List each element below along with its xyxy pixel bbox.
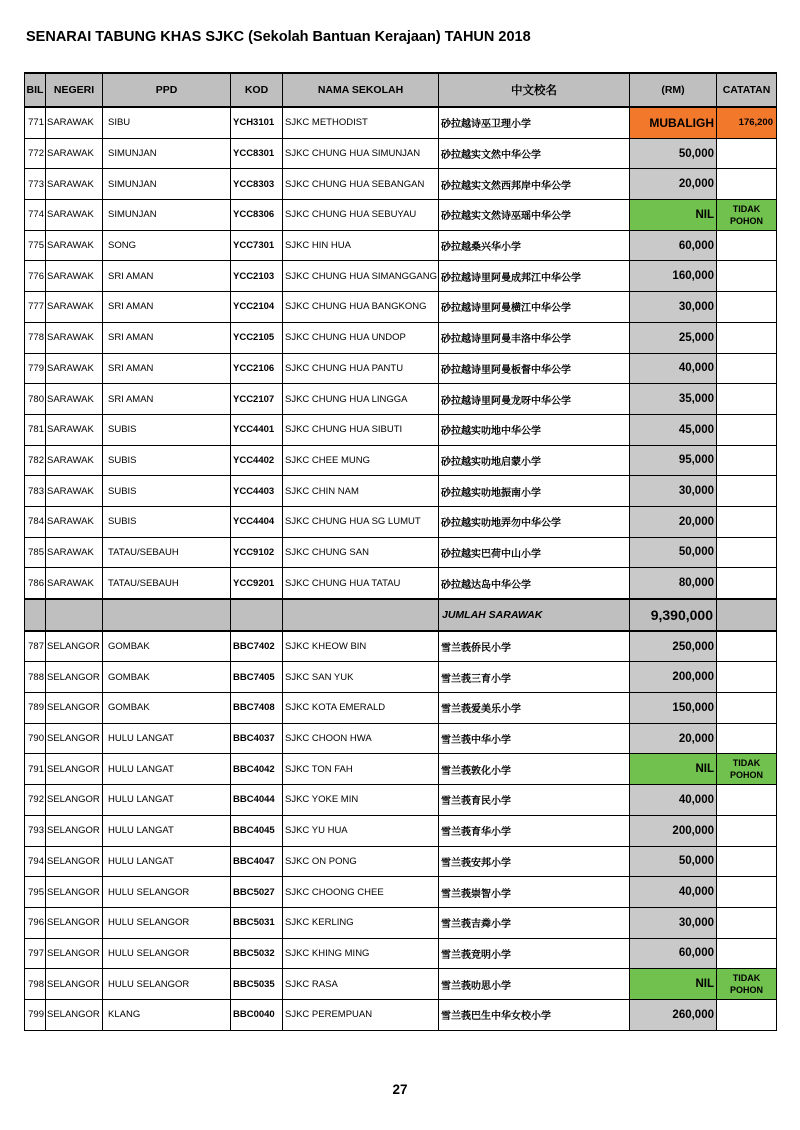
row-amount: 30,000 [630,292,717,323]
row-catatan: TIDAK POHON [717,754,777,785]
table-row [25,384,777,415]
row-catatan [717,568,777,599]
row-chinese-name: 雪兰莪育民小学 [439,785,630,816]
row-amount: 260,000 [630,999,717,1030]
row-school-name: SJKC CHUNG HUA SEBUYAU [283,200,439,231]
row-ppd: SIMUNJAN [103,169,231,200]
row-school-name: SJKC PEREMPUAN [283,999,439,1030]
row-school-name: SJKC KERLING [283,907,439,938]
row-chinese-name: 砂拉越实文然诗巫瑶中华公学 [439,200,630,231]
row-number: 789 [25,693,46,724]
row-chinese-name: 雪兰莪安邦小学 [439,846,630,877]
row-ppd: GOMBAK [103,631,231,662]
row-catatan [717,723,777,754]
row-catatan [717,414,777,445]
row-number: 778 [25,322,46,353]
table-row [25,261,777,292]
row-number: 775 [25,230,46,261]
row-ppd: SRI AMAN [103,322,231,353]
row-catatan [717,476,777,507]
row-negeri: SARAWAK [46,353,103,384]
row-amount: 95,000 [630,445,717,476]
row-kod: YCC8301 [231,138,283,169]
row-ppd: SIMUNJAN [103,200,231,231]
row-chinese-name: 雪兰莪三育小学 [439,662,630,693]
row-ppd: SUBIS [103,476,231,507]
row-amount: 80,000 [630,568,717,599]
row-negeri: SELANGOR [46,693,103,724]
table-row [25,969,777,1000]
table-row [25,445,777,476]
row-kod: YCC8306 [231,200,283,231]
row-negeri: SARAWAK [46,230,103,261]
row-kod: BBC4044 [231,785,283,816]
row-kod: YCC4401 [231,414,283,445]
total-cell-empty [103,599,231,631]
row-number: 780 [25,384,46,415]
row-amount: 150,000 [630,693,717,724]
row-amount: MUBALIGH [630,107,717,138]
table-row [25,693,777,724]
row-amount: 40,000 [630,877,717,908]
row-kod: YCC7301 [231,230,283,261]
row-ppd: HULU SELANGOR [103,877,231,908]
row-catatan [717,877,777,908]
row-school-name: SJKC CHUNG HUA UNDOP [283,322,439,353]
row-number: 785 [25,537,46,568]
row-amount: NIL [630,754,717,785]
row-school-name: SJKC CHUNG HUA BANGKONG [283,292,439,323]
row-chinese-name: 雪兰莪敦化小学 [439,754,630,785]
total-cell-empty [46,599,103,631]
row-kod: BBC5035 [231,969,283,1000]
table-row [25,907,777,938]
row-amount: 30,000 [630,476,717,507]
table-row [25,353,777,384]
row-ppd: SONG [103,230,231,261]
row-number: 774 [25,200,46,231]
row-kod: YCC2105 [231,322,283,353]
row-number: 788 [25,662,46,693]
row-catatan [717,846,777,877]
row-ppd: SRI AMAN [103,261,231,292]
row-kod: BBC4042 [231,754,283,785]
row-catatan: TIDAK POHON [717,200,777,231]
table-row [25,200,777,231]
row-ppd: SRI AMAN [103,384,231,415]
row-chinese-name: 砂拉越实叻地弄勿中华公学 [439,506,630,537]
page-number: 27 [392,1082,408,1097]
table-row [25,846,777,877]
row-school-name: SJKC CHUNG HUA LINGGA [283,384,439,415]
row-catatan [717,445,777,476]
row-school-name: SJKC CHUNG HUA SEBANGAN [283,169,439,200]
row-ppd: SUBIS [103,414,231,445]
row-number: 791 [25,754,46,785]
row-catatan [717,292,777,323]
row-chinese-name: 雪兰莪竞明小学 [439,938,630,969]
row-chinese-name: 雪兰莪侨民小学 [439,631,630,662]
row-school-name: SJKC YOKE MIN [283,785,439,816]
table-row [25,230,777,261]
table-row [25,785,777,816]
row-chinese-name: 雪兰莪爱美乐小学 [439,693,630,724]
row-ppd: KLANG [103,999,231,1030]
row-kod: YCC8303 [231,169,283,200]
row-number: 771 [25,107,46,138]
row-school-name: SJKC CHUNG HUA PANTU [283,353,439,384]
row-amount: 20,000 [630,169,717,200]
row-ppd: HULU LANGAT [103,754,231,785]
row-chinese-name: 砂拉越实文然中华公学 [439,138,630,169]
row-number: 787 [25,631,46,662]
total-label: JUMLAH SARAWAK [439,599,630,631]
row-number: 782 [25,445,46,476]
row-catatan: TIDAK POHON [717,969,777,1000]
row-school-name: SJKC YU HUA [283,815,439,846]
row-number: 779 [25,353,46,384]
row-chinese-name: 砂拉越实巴荷中山小学 [439,537,630,568]
row-negeri: SELANGOR [46,754,103,785]
row-number: 795 [25,877,46,908]
row-school-name: SJKC METHODIST [283,107,439,138]
table-row [25,107,777,138]
row-chinese-name: 砂拉越诗里阿曼丰洛中华公学 [439,322,630,353]
row-negeri: SARAWAK [46,506,103,537]
row-chinese-name: 砂拉越实叻地启蒙小学 [439,445,630,476]
row-number: 772 [25,138,46,169]
row-chinese-name: 雪兰莪崇智小学 [439,877,630,908]
row-ppd: SUBIS [103,445,231,476]
row-school-name: SJKC SAN YUK [283,662,439,693]
header-catatan: CATATAN [717,73,777,107]
row-catatan [717,384,777,415]
table-row [25,476,777,507]
total-cell-empty [25,599,46,631]
row-amount: 200,000 [630,662,717,693]
row-amount: 160,000 [630,261,717,292]
row-negeri: SELANGOR [46,723,103,754]
row-kod: YCC2103 [231,261,283,292]
header-ppd: PPD [103,73,231,107]
row-negeri: SELANGOR [46,999,103,1030]
table-row [25,815,777,846]
row-ppd: SRI AMAN [103,353,231,384]
row-school-name: SJKC HIN HUA [283,230,439,261]
table-row [25,723,777,754]
row-amount: NIL [630,200,717,231]
table-row [25,138,777,169]
row-ppd: HULU SELANGOR [103,969,231,1000]
row-catatan [717,138,777,169]
row-amount: 60,000 [630,938,717,969]
row-school-name: SJKC CHUNG HUA SIMUNJAN [283,138,439,169]
row-school-name: SJKC RASA [283,969,439,1000]
table-row [25,999,777,1030]
row-amount: 40,000 [630,353,717,384]
row-kod: YCH3101 [231,107,283,138]
table-row [25,414,777,445]
row-amount: 200,000 [630,815,717,846]
row-catatan [717,537,777,568]
row-amount: NIL [630,969,717,1000]
row-school-name: SJKC KHEOW BIN [283,631,439,662]
row-negeri: SELANGOR [46,969,103,1000]
header-chinese-name: 中文校名 [439,73,630,107]
row-chinese-name: 砂拉越诗里阿曼成邦江中华公学 [439,261,630,292]
row-number: 796 [25,907,46,938]
row-amount: 20,000 [630,723,717,754]
row-kod: BBC4037 [231,723,283,754]
row-school-name: SJKC KOTA EMERALD [283,693,439,724]
row-negeri: SARAWAK [46,322,103,353]
table-row [25,754,777,785]
row-catatan [717,261,777,292]
row-negeri: SARAWAK [46,261,103,292]
row-number: 792 [25,785,46,816]
header-rm: (RM) [630,73,717,107]
row-number: 784 [25,506,46,537]
row-amount: 50,000 [630,537,717,568]
table-row [25,662,777,693]
row-catatan [717,230,777,261]
row-ppd: HULU LANGAT [103,815,231,846]
row-kod: BBC5027 [231,877,283,908]
row-negeri: SELANGOR [46,631,103,662]
row-chinese-name: 砂拉越诗里阿曼龙呀中华公学 [439,384,630,415]
row-school-name: SJKC CHEE MUNG [283,445,439,476]
row-kod: YCC9201 [231,568,283,599]
row-catatan [717,815,777,846]
row-ppd: HULU SELANGOR [103,907,231,938]
page-title: SENARAI TABUNG KHAS SJKC (Sekolah Bantuan Kerajaan) TAHUN 2018 [26,29,531,45]
row-number: 799 [25,999,46,1030]
row-number: 793 [25,815,46,846]
row-amount: 45,000 [630,414,717,445]
total-section [25,599,777,631]
row-ppd: SIBU [103,107,231,138]
row-negeri: SARAWAK [46,138,103,169]
row-negeri: SELANGOR [46,815,103,846]
row-negeri: SARAWAK [46,292,103,323]
row-negeri: SELANGOR [46,785,103,816]
row-school-name: SJKC CHIN NAM [283,476,439,507]
row-ppd: TATAU/SEBAUH [103,568,231,599]
row-catatan [717,169,777,200]
row-number: 783 [25,476,46,507]
row-negeri: SARAWAK [46,537,103,568]
row-kod: YCC2104 [231,292,283,323]
table-row [25,631,777,662]
row-school-name: SJKC CHUNG HUA SIBUTI [283,414,439,445]
row-ppd: HULU LANGAT [103,785,231,816]
row-chinese-name: 砂拉越实叻地振南小学 [439,476,630,507]
row-catatan [717,662,777,693]
header-nama-sekolah: NAMA SEKOLAH [283,73,439,107]
row-school-name: SJKC CHOONG CHEE [283,877,439,908]
header-negeri: NEGERI [46,73,103,107]
row-kod: BBC5031 [231,907,283,938]
row-number: 786 [25,568,46,599]
row-amount: 35,000 [630,384,717,415]
row-school-name: SJKC CHUNG HUA SIMANGGANG [283,261,439,292]
row-school-name: SJKC CHUNG HUA SG LUMUT [283,506,439,537]
row-kod: YCC2107 [231,384,283,415]
header-bil: BIL [25,73,46,107]
row-chinese-name: 砂拉越诗巫卫理小学 [439,107,630,138]
row-amount: 25,000 [630,322,717,353]
row-negeri: SELANGOR [46,662,103,693]
row-chinese-name: 砂拉越实文然西邦岸中华公学 [439,169,630,200]
row-amount: 30,000 [630,907,717,938]
row-negeri: SELANGOR [46,846,103,877]
row-kod: BBC0040 [231,999,283,1030]
row-chinese-name: 雪兰莪巴生中华女校小学 [439,999,630,1030]
row-amount: 60,000 [630,230,717,261]
row-number: 776 [25,261,46,292]
table-row [25,537,777,568]
total-row [25,599,777,631]
table-row [25,568,777,599]
row-ppd: GOMBAK [103,662,231,693]
row-number: 781 [25,414,46,445]
row-ppd: SRI AMAN [103,292,231,323]
row-amount: 250,000 [630,631,717,662]
row-number: 794 [25,846,46,877]
row-number: 790 [25,723,46,754]
total-cell-empty [717,599,777,631]
row-catatan [717,999,777,1030]
row-catatan [717,631,777,662]
row-negeri: SARAWAK [46,200,103,231]
row-amount: 50,000 [630,138,717,169]
total-cell-empty [231,599,283,631]
row-chinese-name: 雪兰莪育华小学 [439,815,630,846]
row-kod: BBC7405 [231,662,283,693]
row-school-name: SJKC KHING MING [283,938,439,969]
row-number: 798 [25,969,46,1000]
table-row [25,506,777,537]
total-cell-empty [283,599,439,631]
row-amount: 40,000 [630,785,717,816]
row-school-name: SJKC CHUNG SAN [283,537,439,568]
row-chinese-name: 砂拉越诗里阿曼横江中华公学 [439,292,630,323]
row-negeri: SELANGOR [46,907,103,938]
row-kod: YCC4402 [231,445,283,476]
table-header-row [25,73,777,107]
row-catatan [717,353,777,384]
total-value: 9,390,000 [630,599,717,631]
row-catatan [717,506,777,537]
row-kod: BBC4047 [231,846,283,877]
row-ppd: GOMBAK [103,693,231,724]
row-negeri: SARAWAK [46,414,103,445]
row-school-name: SJKC CHUNG HUA TATAU [283,568,439,599]
row-chinese-name: 雪兰莪叻思小学 [439,969,630,1000]
row-number: 777 [25,292,46,323]
row-catatan [717,938,777,969]
row-ppd: HULU LANGAT [103,723,231,754]
row-negeri: SARAWAK [46,384,103,415]
row-kod: BBC5032 [231,938,283,969]
row-chinese-name: 雪兰莪中华小学 [439,723,630,754]
row-catatan: 176,200 [717,107,777,138]
row-school-name: SJKC TON FAH [283,754,439,785]
row-catatan [717,907,777,938]
row-kod: YCC4403 [231,476,283,507]
row-negeri: SELANGOR [46,877,103,908]
row-negeri: SARAWAK [46,107,103,138]
row-school-name: SJKC CHOON HWA [283,723,439,754]
row-number: 773 [25,169,46,200]
row-ppd: SUBIS [103,506,231,537]
selangor-rows [25,631,777,1030]
row-catatan [717,693,777,724]
sarawak-rows [25,107,777,599]
row-kod: BBC7402 [231,631,283,662]
row-amount: 20,000 [630,506,717,537]
row-kod: YCC2106 [231,353,283,384]
row-ppd: HULU SELANGOR [103,938,231,969]
row-chinese-name: 砂拉越桑兴华小学 [439,230,630,261]
row-ppd: HULU LANGAT [103,846,231,877]
header-kod: KOD [231,73,283,107]
table-row [25,169,777,200]
table-row [25,877,777,908]
row-chinese-name: 雪兰莪吉粦小学 [439,907,630,938]
row-negeri: SARAWAK [46,169,103,200]
row-negeri: SARAWAK [46,445,103,476]
row-negeri: SELANGOR [46,938,103,969]
row-kod: BBC7408 [231,693,283,724]
row-kod: BBC4045 [231,815,283,846]
row-amount: 50,000 [630,846,717,877]
row-ppd: TATAU/SEBAUH [103,537,231,568]
row-school-name: SJKC ON PONG [283,846,439,877]
row-negeri: SARAWAK [46,476,103,507]
row-catatan [717,322,777,353]
row-chinese-name: 砂拉越诗里阿曼板督中华公学 [439,353,630,384]
table-row [25,938,777,969]
row-number: 797 [25,938,46,969]
row-ppd: SIMUNJAN [103,138,231,169]
table-row [25,292,777,323]
table-row [25,322,777,353]
row-kod: YCC9102 [231,537,283,568]
row-chinese-name: 砂拉越实叻地中华公学 [439,414,630,445]
row-chinese-name: 砂拉越达岛中华公学 [439,568,630,599]
row-kod: YCC4404 [231,506,283,537]
school-fund-table [24,72,777,1031]
row-negeri: SARAWAK [46,568,103,599]
row-catatan [717,785,777,816]
